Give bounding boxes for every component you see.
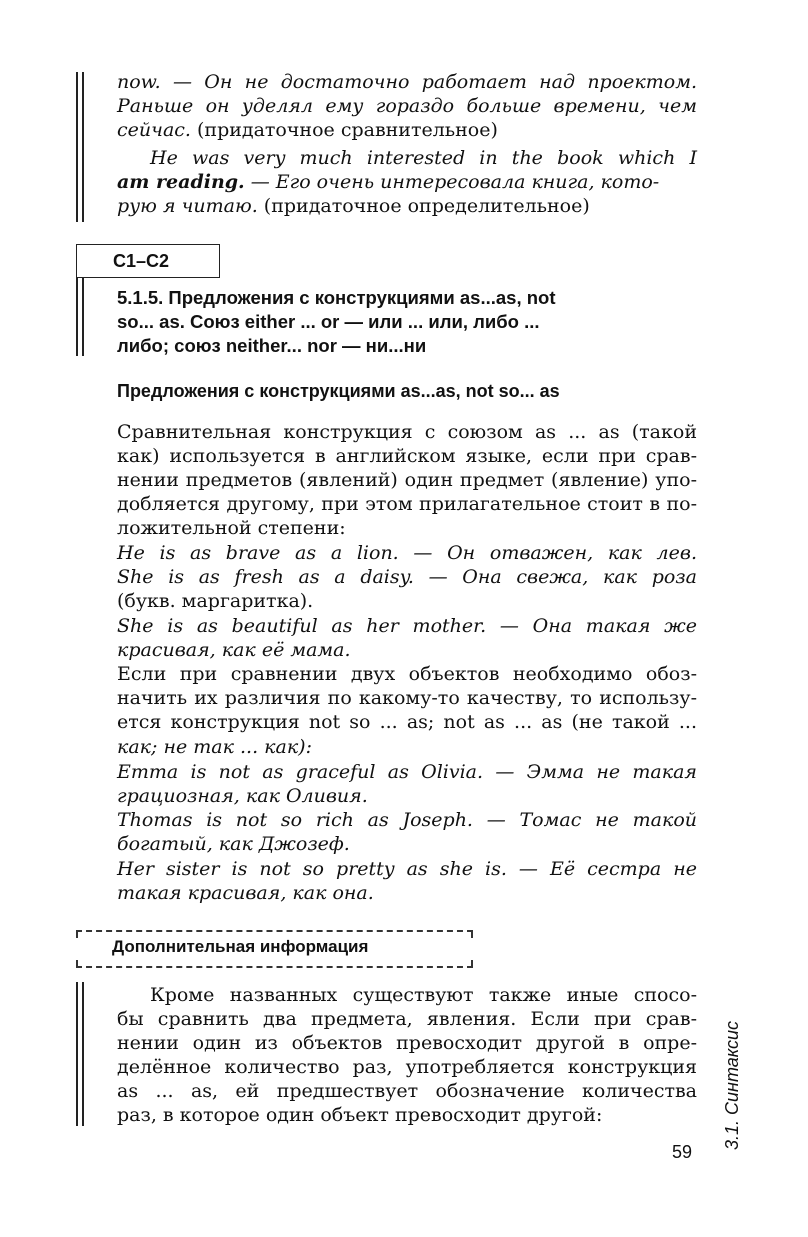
plain-fragment: (придаточное сравнительное) xyxy=(190,119,498,141)
bold-fragment: am reading. xyxy=(117,171,245,193)
margin-rule xyxy=(82,72,84,222)
heading-rule xyxy=(82,278,84,356)
example-line: такая красивая, как она. xyxy=(117,882,374,904)
example-line: Thomas is not so rich as Joseph. — Томас не такой xyxy=(117,809,697,831)
example-line: She is as fresh as a daisy. — Она свежа, как роза xyxy=(117,566,697,588)
text-line: now. — Он не достаточно работает над проектом. xyxy=(117,71,697,93)
running-section-label: 3.1. Синтаксис xyxy=(722,1020,742,1150)
text-line xyxy=(117,170,697,194)
example-line: Emma is not as graceful as Olivia. — Эмма не такая xyxy=(117,761,697,783)
extra-frame-corner xyxy=(76,960,78,968)
text-line: делённое количество раз, употребляется конструкция xyxy=(117,1056,697,1078)
italic-fragment: сейчас. xyxy=(117,119,191,141)
extra-frame-corner xyxy=(471,930,473,938)
text-line xyxy=(117,194,697,218)
text-line: Если при сравнении двух объектов необходимо обоз- xyxy=(117,663,697,685)
example-line: She is as beautiful as her mother. — Она такая же xyxy=(117,615,697,637)
example-line: красивая, как её мама. xyxy=(117,639,351,661)
example-line: Her sister is not so pretty as she is. — Её сестра не xyxy=(117,858,697,880)
text-line: ложительной степени: xyxy=(117,517,346,539)
text-line: Раньше он уделял ему гораздо больше времени, чем xyxy=(117,95,697,117)
text-line: раз, в которое один объект превосходит другой: xyxy=(117,1104,603,1126)
extra-info-label: Дополнительная информация xyxy=(112,937,369,956)
text-line: Кроме названных существуют также иные спосо- xyxy=(150,984,697,1006)
text-line: Сравнительная конструкция с союзом as ... as (такой xyxy=(117,421,697,443)
text-line: нении предметов (явлений) один предмет (явление) упо- xyxy=(117,469,697,491)
heading-line: 5.1.5. Предложения с конструкциями as...as, not xyxy=(117,287,556,308)
margin-rule xyxy=(82,982,84,1126)
heading-line: so... as. Союз either ... or — или ... или, либо ... xyxy=(117,311,540,332)
italic-fragment: рую я читаю. xyxy=(117,195,258,217)
example-line: He was very much interested in the book which I xyxy=(150,147,697,169)
example-line: грациозная, как Оливия. xyxy=(117,785,368,807)
heading-rule xyxy=(76,278,78,356)
text-line: as ... as, ей предшествует обозначение количества xyxy=(117,1080,697,1102)
text-line: бы сравнить два предмета, явления. Если при срав- xyxy=(117,1008,697,1030)
page-number: 59 xyxy=(672,1142,693,1162)
text-line: добляется другому, при этом прилагательное стоит в по- xyxy=(117,493,697,515)
text-line xyxy=(117,118,697,142)
text-line: нении один из объектов превосходит другой в опре- xyxy=(117,1032,697,1054)
text-line: начить их различия по какому-то качеству, то использу- xyxy=(117,687,697,709)
text-line: ется конструкция not so ... as; not as ... as (не такой ... xyxy=(117,711,697,733)
subheading: Предложения с конструкциями as...as, not so... as xyxy=(117,381,560,401)
text-line: как; не так ... как): xyxy=(117,736,312,758)
extra-frame-corner xyxy=(76,930,78,938)
plain-fragment: (придаточное определительное) xyxy=(257,195,590,217)
example-line: He is as brave as a lion. — Он отважен, как лев. xyxy=(117,542,697,564)
margin-rule xyxy=(76,982,78,1126)
extra-frame-corner xyxy=(471,960,473,968)
heading-line: либо; союз neither... nor — ни...ни xyxy=(117,335,427,356)
level-box xyxy=(76,244,220,278)
example-line: богатый, как Джозеф. xyxy=(117,833,350,855)
level-label: С1–С2 xyxy=(113,251,170,271)
italic-fragment: — Его очень интересовала книга, кото- xyxy=(244,171,660,193)
text-line: как) используется в английском языке, если при срав- xyxy=(117,445,697,467)
example-line: (букв. маргаритка). xyxy=(117,590,314,612)
margin-rule xyxy=(76,72,78,222)
